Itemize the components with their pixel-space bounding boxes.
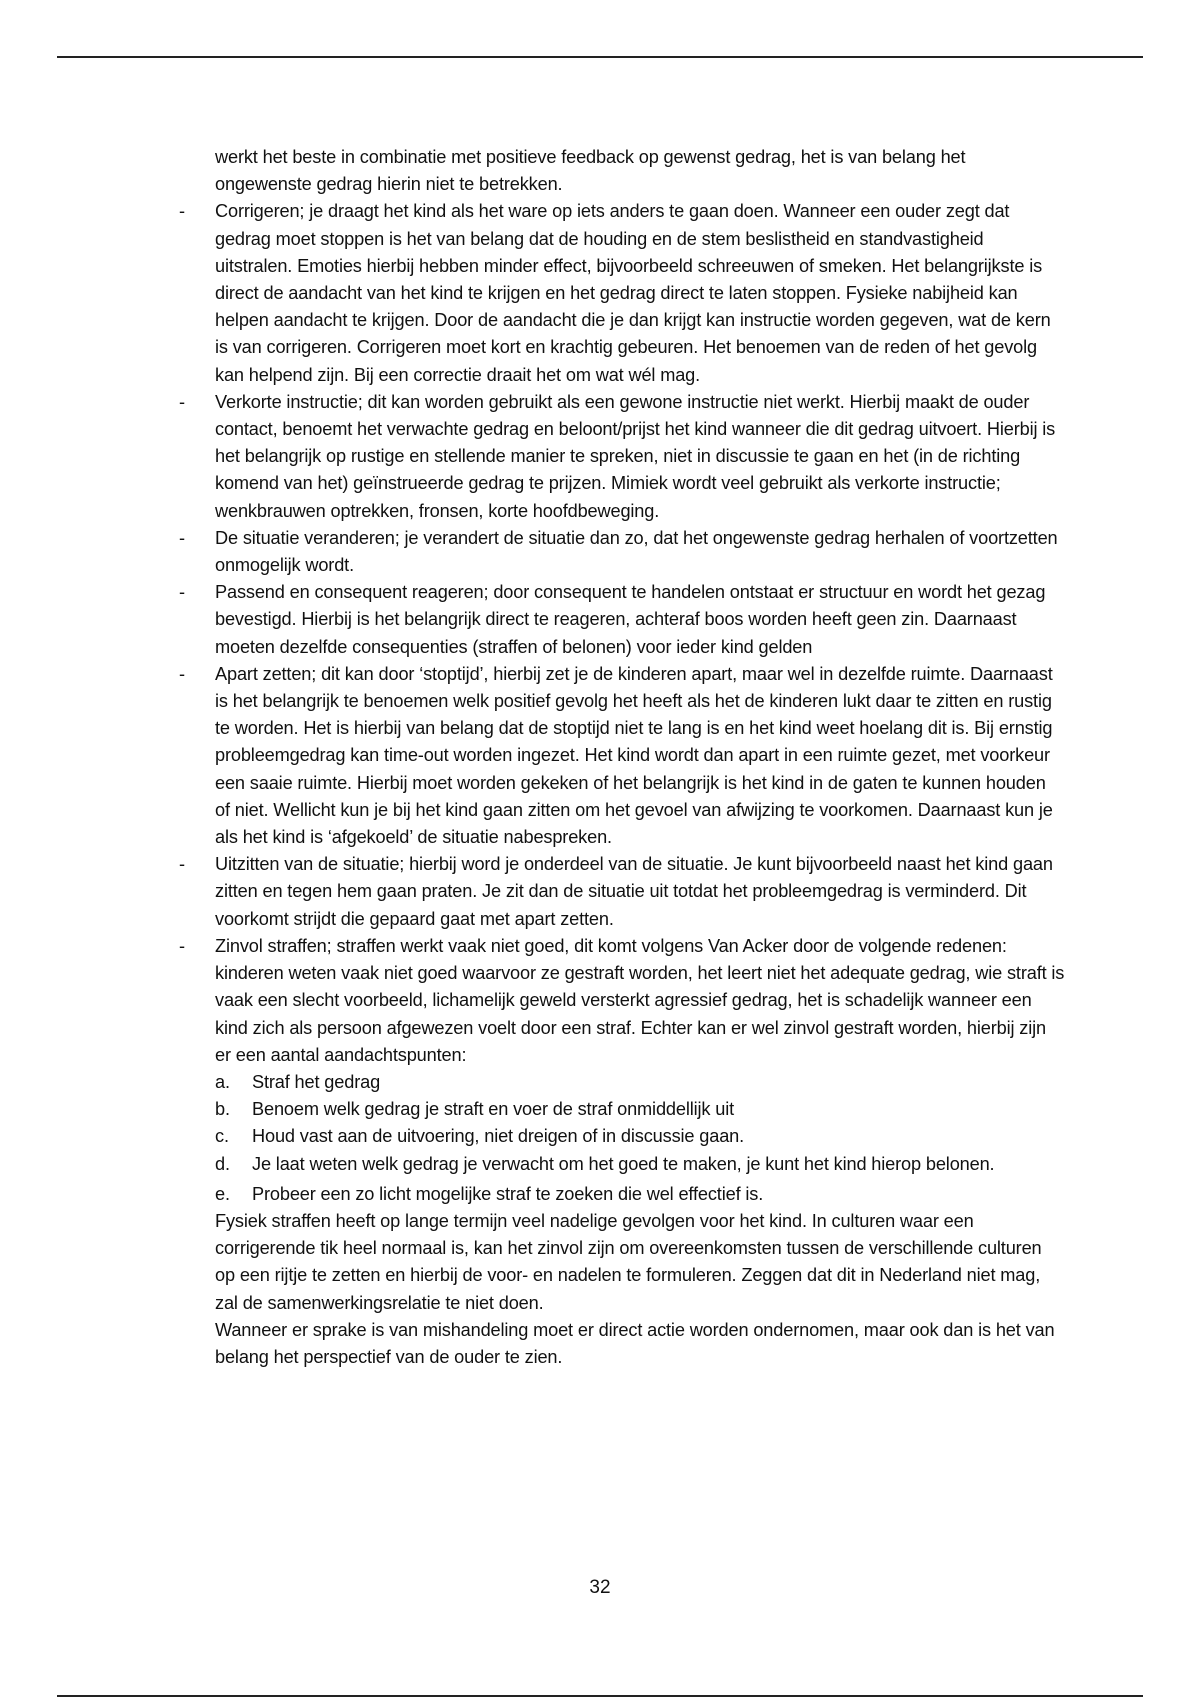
alpha-marker: e. (215, 1183, 230, 1204)
bullet-item (179, 198, 1065, 388)
bullet-dash: - (179, 935, 185, 956)
closing-paragraph: Wanneer er sprake is van mishandeling moet er direct actie worden ondernomen, maar ook dan is het van belang het perspectief van de ouder te zien. (215, 1319, 1055, 1367)
alpha-marker: b. (215, 1099, 230, 1120)
bullet-text: De situatie veranderen; je verandert de situatie dan zo, dat het ongewenste gedrag herhalen of voortzetten onmogelijk wordt. (215, 527, 1058, 576)
alpha-text: Houd vast aan de uitvoering, niet dreigen of in discussie gaan. (252, 1126, 745, 1147)
alpha-text: Je laat weten welk gedrag je verwacht om het goed te maken, je kunt het kind hierop belonen. (252, 1153, 995, 1174)
bullet-text: Corrigeren; je draagt het kind als het ware op iets anders te gaan doen. Wanneer een ouder zegt dat gedrag moet stoppen is het van belang dat de houding en de stem beslistheid en standvastigheid uitstralen. Emoties hierbij hebben minder effect, bijvoorbeeld schreeuwen of smeken. Het belangrijkste is direct de aandacht van het kind te krijgen en het gedrag direct te laten stoppen. Fysieke nabijheid kan helpen aandacht te krijgen. Door de aandacht die je dan krijgt kan instructie worden gegeven, wat de kern is van corrigeren. Corrigeren moet kort en krachtig gebeuren. Het benoemen van de reden of het gevolg kan helpend zijn. Bij een correctie draait het om wat wél mag. (215, 201, 1051, 385)
continuation-paragraph: werkt het beste in combinatie met positieve feedback op gewenst gedrag, het is van belang het ongewenste gedrag hierin niet te betrekken. (215, 147, 966, 195)
alpha-text: Probeer een zo licht mogelijke straf te zoeken die wel effectief is. (252, 1183, 764, 1204)
bullet-item (179, 579, 1065, 661)
bullet-item (179, 933, 1065, 1069)
alpha-marker: c. (215, 1126, 229, 1147)
bullet-text: Passend en consequent reageren; door consequent te handelen ontstaat er structuur en wordt het gezag bevestigd. Hierbij is het belangrijk direct te reageren, achteraf boos worden heeft geen zin. Daarnaast moeten dezelfde consequenties (straffen of belonen) voor ieder kind gelden (215, 582, 1046, 657)
alpha-list (215, 1069, 1065, 1208)
header-rule (57, 56, 1143, 58)
bullet-text: Verkorte instructie; dit kan worden gebruikt als een gewone instructie niet werkt. Hierbij maakt de ouder contact, benoemt het verwachte gedrag en beloont/prijst het kind wanneer die dit gedrag uitvoert. Hierbij is het belangrijk op rustige en stellende manier te spreken, niet in discussie te gaan en het (in de richting komend van het) geïnstrueerde gedrag te prijzen. Mimiek wordt veel gebruikt als verkorte instructie; wenkbrauwen optrekken, fronsen, korte hoofdbeweging. (215, 391, 1056, 521)
page-number: 32 (589, 1577, 611, 1598)
alpha-text: Straf het gedrag (252, 1071, 381, 1092)
bullet-item (179, 525, 1065, 579)
alpha-marker: a. (215, 1071, 230, 1092)
footer-rule (57, 1695, 1143, 1697)
alpha-list-item (215, 1181, 1065, 1208)
bullet-item (179, 661, 1065, 851)
bullet-text: Uitzitten van de situatie; hierbij word je onderdeel van de situatie. Je kunt bijvoorbeeld naast het kind gaan zitten en tegen hem gaan praten. Je zit dan de situatie uit totdat het probleemgedrag is verminderd. Dit voorkomt strijdt die gepaard gaat met apart zetten. (215, 854, 1053, 929)
bullet-dash: - (179, 391, 185, 412)
bullet-dash: - (179, 663, 185, 684)
bullet-text: Zinvol straffen; straffen werkt vaak niet goed, dit komt volgens Van Acker door de volgende redenen: kinderen weten vaak niet goed waarvoor ze gestraft worden, het leert niet het adequate gedrag, wie straft is vaak een slecht voorbeeld, lichamelijk geweld versterkt agressief gedrag, het is schadelijk wanneer een kind zich als persoon afgewezen voelt door een straf. Echter kan er wel zinvol gestraft worden, hierbij zijn er een aantal aandachtspunten: (215, 935, 1065, 1065)
alpha-marker: d. (215, 1153, 230, 1174)
bullet-dash: - (179, 582, 185, 603)
alpha-text: Benoem welk gedrag je straft en voer de straf onmiddellijk uit (252, 1099, 735, 1120)
alpha-list-item (215, 1123, 1065, 1150)
bullet-item (179, 389, 1065, 525)
page-body (179, 144, 1065, 1371)
closing-paragraph: Fysiek straffen heeft op lange termijn veel nadelige gevolgen voor het kind. In culturen waar een corrigerende tik heel normaal is, kan het zinvol zijn om overeenkomsten tussen de verschillende culturen op een rijtje te zetten en hierbij de voor- en nadelen te formuleren. Zeggen dat dit in Nederland niet mag, zal de samenwerkingsrelatie te niet doen. (215, 1210, 1042, 1313)
bullet-dash: - (179, 527, 185, 548)
bullet-item (179, 851, 1065, 933)
bullet-dash: - (179, 201, 185, 222)
alpha-list-item (215, 1069, 1065, 1096)
alpha-list-item (215, 1096, 1065, 1123)
bullet-dash: - (179, 854, 185, 875)
alpha-list-item (215, 1151, 1065, 1178)
bullet-text: Apart zetten; dit kan door ‘stoptijd’, hierbij zet je de kinderen apart, maar wel in dezelfde ruimte. Daarnaast is het belangrijk te benoemen welk positief gevolg het heeft als het de kinderen lukt daar te zitten en rustig te worden. Het is hierbij van belang dat de stoptijd niet te lang is en het kind weet hoelang dit is. Bij ernstig probleemgedrag kan time-out worden ingezet. Het kind wordt dan apart in een ruimte gezet, met voorkeur een saaie ruimte. Hierbij moet worden gekeken of het belangrijk is het kind in de gaten te kunnen houden of niet. Wellicht kun je bij het kind gaan zitten om het gevoel van afwijzing te voorkomen. Daarnaast kun je als het kind is ‘afgekoeld’ de situatie nabespreken. (215, 663, 1053, 848)
